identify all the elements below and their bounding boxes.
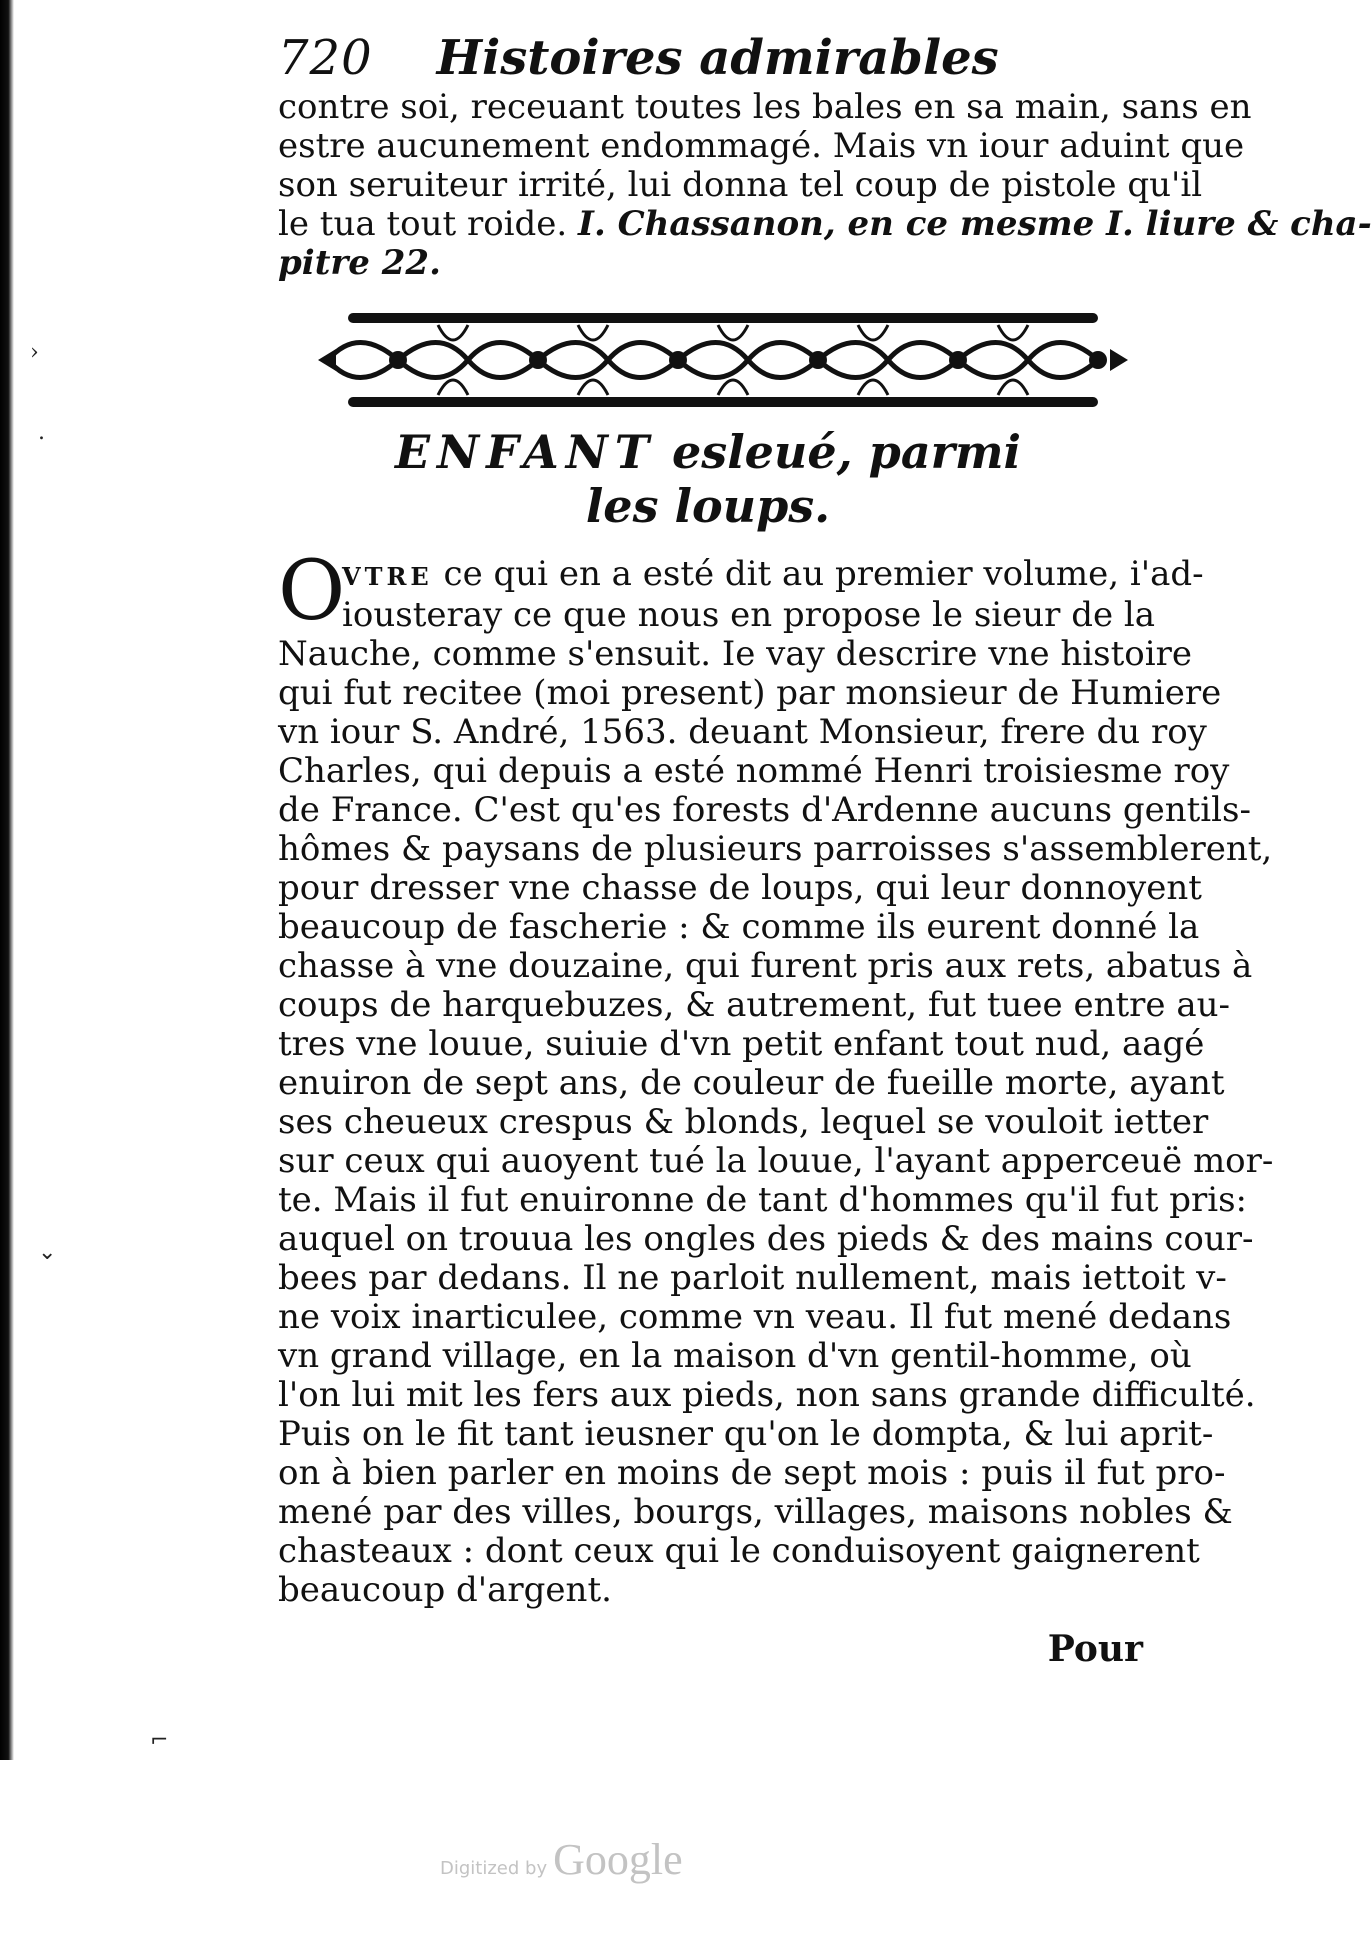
edge-mark: › (30, 340, 39, 365)
chapter-heading-caps: ENFANT (394, 425, 657, 479)
text-line: contre soi, receuant toutes les bales en sa main, sans en (278, 87, 1252, 127)
book-page (278, 30, 1372, 1670)
text-line: chasteaux : dont ceux qui le conduisoyent gaignerent (278, 1531, 1200, 1571)
opening-small-caps: VTRE (342, 562, 433, 591)
text-line: son seruiteur irrité, lui donna tel coup de pistole qu'il (278, 165, 1203, 205)
text-line: l'on lui mit les fers aux pieds, non sans grande difficulté. (278, 1375, 1256, 1415)
text-line: vn iour S. André, 1563. deuant Monsieur, frere du roy (278, 712, 1207, 752)
text-line: de France. C'est qu'es forests d'Ardenne aucuns gentils- (278, 790, 1251, 830)
text-line: chasse à vne douzaine, qui furent pris aux rets, abatus à (278, 946, 1253, 986)
text-line: Puis on le fit tant ieusner qu'on le dompta, & lui aprit- (278, 1414, 1214, 1454)
google-logo: Google (553, 1835, 683, 1884)
ornament-flower (669, 351, 687, 369)
digitized-watermark (440, 1834, 740, 1885)
chapter-heading (318, 425, 1098, 533)
chapter-heading-line (318, 425, 1098, 479)
text-line: hômes & paysans de plusieurs parroisses s'assemblerent, (278, 829, 1273, 869)
text-line: on à bien parler en moins de sept mois : puis il fut pro- (278, 1453, 1226, 1493)
text-line: Charles, qui depuis a esté nommé Henri troisiesme roy (278, 751, 1230, 791)
text-line: pour dresser vne chasse de loups, qui leur donnoyent (278, 868, 1202, 908)
ornament-leaves (438, 325, 1028, 340)
citation-reference: I. Chassanon, en ce mesme I. liure & cha- (578, 204, 1372, 244)
ornament-scroll (328, 343, 1098, 378)
page-header (278, 30, 1153, 88)
text-line: ses cheueux crespus & blonds, lequel se vouloit ietter (278, 1102, 1209, 1142)
text-line: vn grand village, en la maison d'vn gentil-homme, où (278, 1336, 1192, 1376)
ornament-flower (949, 351, 967, 369)
catchword: Pour (1047, 1628, 1143, 1670)
opening-line-text: ce qui en a esté dit au premier volume, i'ad- (443, 554, 1204, 594)
text-line: tres vne louue, suiuie d'vn petit enfant tout nud, aagé (278, 1024, 1205, 1064)
ornament-flower (389, 351, 407, 369)
edge-mark: ⌄ (38, 1240, 57, 1265)
text-line: ne voix inarticulee, comme vn veau. Il fut mené dedans (278, 1297, 1232, 1337)
text-line (278, 204, 1372, 244)
text-line: bees par dedans. Il ne parloit nullement, mais iettoit v- (278, 1258, 1227, 1298)
chapter-heading-line: les loups. (585, 479, 831, 533)
text-line: Nauche, comme s'ensuit. Ie vay descrire vne histoire (278, 634, 1192, 674)
text-line: mené par des villes, bourgs, villages, maisons nobles & (278, 1492, 1233, 1532)
text-line: te. Mais il fut enuironne de tant d'hommes qu'il fut pris: (278, 1180, 1247, 1220)
digitized-label: Digitized by (440, 1858, 548, 1879)
text-line: beaucoup de fascherie : & comme ils eurent donné la (278, 907, 1200, 947)
edge-mark: . (38, 420, 45, 445)
text-line: qui fut recitee (moi present) par monsieur de Humiere (278, 673, 1222, 713)
ornament-svg (318, 305, 1128, 415)
ornament-scroll (328, 343, 1098, 378)
previous-story-ending (278, 87, 1372, 283)
body-lines (278, 634, 1274, 1571)
ornament-tip (318, 349, 336, 371)
text-line: auquel on trouua les ongles des pieds & des mains cour- (278, 1219, 1254, 1259)
chapter-heading-rest: esleué, parmi (672, 425, 1022, 479)
drop-cap: O (278, 544, 346, 639)
ornament-band (348, 397, 1098, 407)
ornament-band (348, 313, 1098, 323)
text-line: sur ceux qui auoyent tué la louue, l'ayant apperceuë mor- (278, 1141, 1274, 1181)
scanned-page-edge (0, 0, 14, 1760)
text-line: iousteray ce que nous en propose le sieur de la (342, 595, 1156, 635)
ornament-flower (809, 351, 827, 369)
text-line: beaucoup d'argent. (278, 1570, 612, 1610)
edge-mark: ⌐ (150, 1728, 169, 1753)
text-line: estre aucunement endommagé. Mais vn iour aduint que (278, 126, 1245, 166)
citation-lead-text: le tua tout roide. (278, 204, 568, 244)
page-number: 720 (278, 30, 373, 86)
ornament-flower (1089, 351, 1107, 369)
citation-end: pitre 22. (278, 243, 441, 283)
ornament-flower (529, 351, 547, 369)
ornament-headpiece (318, 305, 1128, 415)
ornament-tip (1110, 349, 1128, 371)
story-body (278, 544, 1274, 1610)
text-line: coups de harquebuzes, & autrement, fut tuee entre au- (278, 985, 1230, 1025)
text-line: enuiron de sept ans, de couleur de fueille morte, ayant (278, 1063, 1225, 1103)
ornament-leaves (438, 380, 1028, 395)
text-line (278, 554, 1204, 596)
running-title: Histoires admirables (436, 30, 999, 86)
